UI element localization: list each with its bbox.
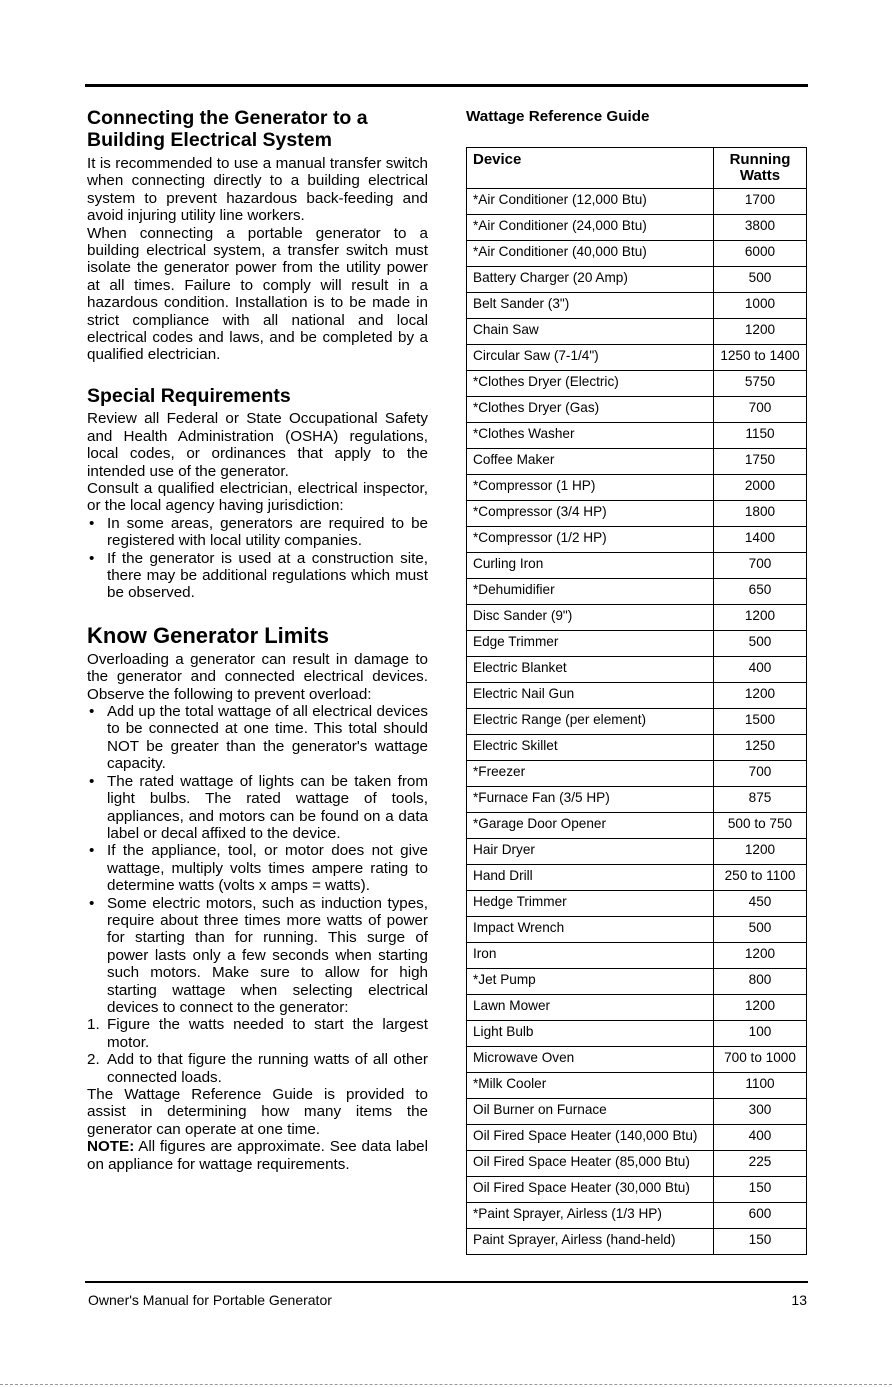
device-cell: Edge Trimmer [467, 631, 714, 657]
bottom-rule [85, 1281, 808, 1283]
table-header-row [467, 148, 807, 189]
device-cell: *Compressor (3/4 HP) [467, 501, 714, 527]
running-watts-cell: 650 [714, 579, 807, 605]
table-row [467, 579, 807, 605]
running-watts-cell: 1200 [714, 995, 807, 1021]
running-watts-cell: 1500 [714, 709, 807, 735]
running-watts-cell: 700 to 1000 [714, 1047, 807, 1073]
running-watts-cell: 1200 [714, 839, 807, 865]
step-text: Add to that figure the running watts of all other connected loads. [107, 1051, 428, 1086]
numbered-step [87, 1016, 428, 1051]
note-label: NOTE: [87, 1138, 135, 1156]
paragraph-osha: Review all Federal or State Occupational Safety and Health Administration (OSHA) regulations, local codes, or ordinances that apply to the intended use of the generator. [87, 410, 428, 480]
device-cell: Electric Blanket [467, 657, 714, 683]
running-watts-cell: 450 [714, 891, 807, 917]
device-cell: Lawn Mower [467, 995, 714, 1021]
left-column [87, 108, 428, 1173]
table-row [467, 449, 807, 475]
table-row [467, 1073, 807, 1099]
running-watts-cell: 5750 [714, 371, 807, 397]
table-row [467, 527, 807, 553]
device-cell: Oil Fired Space Heater (140,000 Btu) [467, 1125, 714, 1151]
device-cell: Microwave Oven [467, 1047, 714, 1073]
device-cell: *Compressor (1/2 HP) [467, 527, 714, 553]
table-row [467, 657, 807, 683]
running-watts-cell: 1200 [714, 683, 807, 709]
running-watts-cell: 3800 [714, 215, 807, 241]
device-cell: Belt Sander (3") [467, 293, 714, 319]
device-cell: *Clothes Dryer (Electric) [467, 371, 714, 397]
table-row [467, 1151, 807, 1177]
generator-limits-list [87, 703, 428, 1016]
device-cell: Light Bulb [467, 1021, 714, 1047]
table-row [467, 397, 807, 423]
device-cell: *Air Conditioner (12,000 Btu) [467, 189, 714, 215]
table-row [467, 605, 807, 631]
device-cell: *Paint Sprayer, Airless (1/3 HP) [467, 1203, 714, 1229]
right-column [466, 108, 808, 1255]
running-watts-cell: 1200 [714, 605, 807, 631]
table-row [467, 917, 807, 943]
table-row [467, 1229, 807, 1255]
table-row [467, 293, 807, 319]
device-cell: Electric Range (per element) [467, 709, 714, 735]
table-row [467, 1125, 807, 1151]
running-watts-cell: 1200 [714, 943, 807, 969]
table-row [467, 319, 807, 345]
running-watts-cell: 700 [714, 761, 807, 787]
running-watts-cell: 500 to 750 [714, 813, 807, 839]
running-watts-cell: 1400 [714, 527, 807, 553]
running-watts-cell: 225 [714, 1151, 807, 1177]
device-cell: *Clothes Washer [467, 423, 714, 449]
list-item: • If the appliance, tool, or motor does not give wattage, multiply volts times ampere rating to determine watts (volts x amps = watts). [87, 842, 428, 894]
device-cell: *Milk Cooler [467, 1073, 714, 1099]
running-watts-cell: 600 [714, 1203, 807, 1229]
footer-manual-title: Owner's Manual for Portable Generator [88, 1292, 332, 1308]
device-cell: *Air Conditioner (40,000 Btu) [467, 241, 714, 267]
device-cell: Oil Burner on Furnace [467, 1099, 714, 1125]
running-watts-cell: 400 [714, 657, 807, 683]
table-row [467, 839, 807, 865]
top-rule [85, 84, 808, 87]
section-title-special-requirements: Special Requirements [87, 384, 291, 407]
paragraph-transfer-switch: It is recommended to use a manual transfer switch when connecting directly to a building electrical system to prevent hazardous back-feeding and avoid injuring utility line workers. [87, 155, 428, 225]
device-cell: *Clothes Dryer (Gas) [467, 397, 714, 423]
step-number: 2. [87, 1051, 100, 1069]
running-watts-cell: 1100 [714, 1073, 807, 1099]
running-watts-cell: 1750 [714, 449, 807, 475]
device-cell: Hedge Trimmer [467, 891, 714, 917]
device-cell: Hair Dryer [467, 839, 714, 865]
device-cell: *Compressor (1 HP) [467, 475, 714, 501]
table-row [467, 995, 807, 1021]
list-item: • In some areas, generators are required to be registered with local utility companies. [87, 515, 428, 550]
step-text: Figure the watts needed to start the largest motor. [107, 1016, 428, 1051]
paragraph-wattage-guide-intro: The Wattage Reference Guide is provided to assist in determining how many items the generator can operate at one time. [87, 1086, 428, 1138]
running-watts-cell: 1250 to 1400 [714, 345, 807, 371]
running-watts-cell: 500 [714, 631, 807, 657]
running-watts-cell: 1000 [714, 293, 807, 319]
device-cell: Oil Fired Space Heater (85,000 Btu) [467, 1151, 714, 1177]
table-row [467, 215, 807, 241]
running-watts-cell: 700 [714, 397, 807, 423]
device-cell: Curling Iron [467, 553, 714, 579]
table-row [467, 267, 807, 293]
device-cell: Iron [467, 943, 714, 969]
table-row [467, 787, 807, 813]
starting-steps-list [87, 1016, 428, 1086]
running-watts-cell: 1200 [714, 319, 807, 345]
table-row [467, 813, 807, 839]
special-requirements-list [87, 515, 428, 602]
step-number: 1. [87, 1016, 100, 1034]
running-watts-cell: 1150 [714, 423, 807, 449]
running-watts-cell: 500 [714, 267, 807, 293]
device-cell: *Dehumidifier [467, 579, 714, 605]
list-item: • Some electric motors, such as induction types, require about three times more watts of power for starting than for running. This surge of power lasts only a few seconds when starting such motors. Make sure to allow for high starting wattage when selecting electrical devices to connect to the generator: [87, 895, 428, 1017]
column-header-device: Device [467, 148, 714, 189]
running-watts-cell: 300 [714, 1099, 807, 1125]
table-row [467, 1099, 807, 1125]
device-cell: Oil Fired Space Heater (30,000 Btu) [467, 1177, 714, 1203]
running-watts-cell: 150 [714, 1177, 807, 1203]
running-watts-cell: 700 [714, 553, 807, 579]
paragraph-overloading: Overloading a generator can result in damage to the generator and connected electrical devices. Observe the following to prevent overload: [87, 650, 428, 703]
table-row [467, 1021, 807, 1047]
device-cell: Circular Saw (7-1/4") [467, 345, 714, 371]
device-cell: *Garage Door Opener [467, 813, 714, 839]
running-watts-cell: 150 [714, 1229, 807, 1255]
running-watts-cell: 875 [714, 787, 807, 813]
device-cell: *Furnace Fan (3/5 HP) [467, 787, 714, 813]
table-row [467, 1203, 807, 1229]
device-cell: *Freezer [467, 761, 714, 787]
table-row [467, 345, 807, 371]
list-item: • If the generator is used at a construction site, there may be additional regulations which must be observed. [87, 550, 428, 602]
table-row [467, 735, 807, 761]
list-item: • The rated wattage of lights can be taken from light bulbs. The rated wattage of tools, appliances, and motors can be found on a data label or decal affixed to the device. [87, 773, 428, 843]
wattage-table [466, 147, 807, 1255]
running-watts-cell: 400 [714, 1125, 807, 1151]
table-row [467, 371, 807, 397]
table-row [467, 553, 807, 579]
table-row [467, 891, 807, 917]
table-row [467, 241, 807, 267]
running-watts-cell: 1700 [714, 189, 807, 215]
table-row [467, 1047, 807, 1073]
paragraph-isolate-power: When connecting a portable generator to a building electrical system, a transfer switch must isolate the generator power from the utility power at all times. Failure to comply will result in a hazardous condition. Installation is to be made in strict compliance with all national and local electrical codes and laws, and be completed by a qualified electrician. [87, 224, 428, 364]
device-cell: Coffee Maker [467, 449, 714, 475]
table-title: Wattage Reference Guide [466, 108, 650, 125]
running-watts-cell: 1800 [714, 501, 807, 527]
device-cell: Chain Saw [467, 319, 714, 345]
device-cell: Hand Drill [467, 865, 714, 891]
table-row [467, 475, 807, 501]
note-paragraph [87, 1138, 428, 1173]
running-watts-cell: 6000 [714, 241, 807, 267]
list-item: • Add up the total wattage of all electrical devices to be connected at one time. This total should NOT be greater than the generator's wattage capacity. [87, 703, 428, 773]
table-row [467, 683, 807, 709]
device-cell: *Jet Pump [467, 969, 714, 995]
device-cell: Disc Sander (9") [467, 605, 714, 631]
running-watts-cell: 250 to 1100 [714, 865, 807, 891]
running-watts-cell: 800 [714, 969, 807, 995]
table-row [467, 865, 807, 891]
table-row [467, 189, 807, 215]
table-row [467, 501, 807, 527]
page-number: 13 [791, 1292, 807, 1308]
table-row [467, 761, 807, 787]
device-cell: Electric Nail Gun [467, 683, 714, 709]
table-row [467, 631, 807, 657]
note-text: All figures are approximate. See data label on appliance for wattage requirements. [87, 1138, 428, 1173]
paragraph-consult: Consult a qualified electrician, electrical inspector, or the local agency having jurisdiction: [87, 480, 428, 515]
device-cell: Paint Sprayer, Airless (hand-held) [467, 1229, 714, 1255]
running-watts-cell: 500 [714, 917, 807, 943]
column-header-running-watts: Running Watts [714, 148, 807, 189]
table-row [467, 969, 807, 995]
device-cell: *Air Conditioner (24,000 Btu) [467, 215, 714, 241]
device-cell: Electric Skillet [467, 735, 714, 761]
device-cell: Impact Wrench [467, 917, 714, 943]
section-title-generator-limits: Know Generator Limits [87, 622, 330, 648]
running-watts-cell: 1250 [714, 735, 807, 761]
table-body [467, 189, 807, 1255]
table-row [467, 709, 807, 735]
page-edge-divider [0, 1384, 892, 1385]
table-row [467, 423, 807, 449]
device-cell: Battery Charger (20 Amp) [467, 267, 714, 293]
table-row [467, 943, 807, 969]
numbered-step [87, 1051, 428, 1086]
running-watts-cell: 100 [714, 1021, 807, 1047]
table-row [467, 1177, 807, 1203]
running-watts-cell: 2000 [714, 475, 807, 501]
section-title-connecting: Connecting the Generator to a Building Electrical System [87, 107, 368, 151]
